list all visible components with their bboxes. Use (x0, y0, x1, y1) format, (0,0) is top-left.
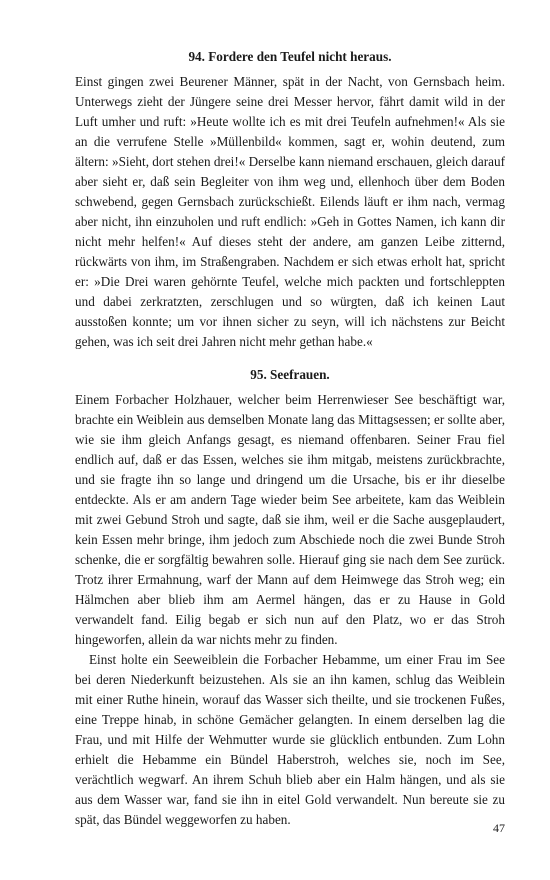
section-title: 95. Seefrauen. (250, 367, 330, 382)
paragraph: Einst gingen zwei Beurener Männer, spät in der Nacht, von Gernsbach heim. Unterwegs zieht der Jüngere seine drei Messer hervor, fährt damit wild in der Luft umher und ruft: »Heute wollte ich es mit drei Teufeln aufnehmen!« Als sie an die verrufene Stelle »Müllenbild« kommen, sagt er, wohin deutend, zum ältern: »Sieht, dort stehen drei!« Derselbe kann niemand erschauen, gleich darauf aber sieht er, daß sein Begleiter von ihm weg und, ellenhoch über dem Boden schwebend, gegen Gernsbach zurückschießt. Eilends läuft er ihm nach, vermag aber nicht, ihn einzuholen und ruft endlich: »Geh in Gottes Namen, ich kann dir nicht mehr helfen!« Auf dieses steht der andere, am ganzen Leibe zitternd, rückwärts von ihm, im Straßengraben. Nachdem er sich etwas erholt hat, spricht er: »Die Drei waren gehörnte Teufel, welche mich packten und fortschleppten und dabei zerkratzten, zerschlugen und so würgten, daß ich keinen Laut ausstoßen konnte; um vor ihnen sicher zu seyn, will ich nächstens zur Beicht gehen, was ich seit drei Jahren nicht mehr gethan habe.« (75, 74, 505, 349)
section-94 (75, 47, 505, 352)
section-95 (75, 365, 505, 830)
paragraph: Einst holte ein Seeweiblein die Forbacher Hebamme, um einer Frau im See bei deren Niederkunft beizustehen. Als sie an ihn kamen, schlug das Weiblein mit einer Ruthe hinein, worauf das Wasser sich theilte, und sie trockenen Fußes, eine Treppe hinab, in schöne Gemächer gelangten. In einem derselben lag die Frau, und mit Hilfe der Wehmutter wurde sie glücklich entbunden. Zum Lohn erhielt die Hebamme ein Bündel Haberstroh, welches sie, noch im See, verächtlich wegwarf. An ihrem Schuh blieb aber ein Halm hängen, und als sie aus dem Wasser war, fand sie ihn in eitel Gold verwandelt. Nun bereute sie zu spät, das Bündel weggeworfen zu haben. (75, 652, 505, 827)
paragraph: Einem Forbacher Holzhauer, welcher beim Herrenwieser See beschäftigt war, brachte ein Weiblein aus demselben Monate lang das Mittagsessen; er sollte aber, wie sie ihm gleich Anfangs gesagt, es niemand offenbaren. Seiner Frau fiel endlich auf, daß er das Essen, welches sie ihm mitgab, meistens zurückbrachte, und sie fragte ihn so lange und dringend um die Ursache, bis er ihr dieselbe entdeckte. Als er am andern Tage wieder beim See arbeitete, kam das Weiblein mit zwei Gebund Stroh und sagte, daß sie ihm, weil er die Sache ausgeplaudert, kein Essen mehr bringe, ihm jedoch zum Abschiede noch die zwei Bunde Stroh schenke, die er sorgfältig bewahren solle. Hierauf ging sie nach dem See zurück. Trotz ihrer Ermahnung, warf der Mann auf dem Heimwege das Stroh weg; ein Hälmchen aber blieb ihm am Aermel hängen, das er zu Hause in Gold verwandelt fand. Eilig begab er sich nun auf den Platz, wo er das Stroh hingeworfen, allein da war nichts mehr zu finden. (75, 392, 505, 647)
book-page (75, 47, 505, 843)
page-number: 47 (493, 821, 505, 835)
section-title: 94. Fordere den Teufel nicht heraus. (188, 49, 392, 64)
